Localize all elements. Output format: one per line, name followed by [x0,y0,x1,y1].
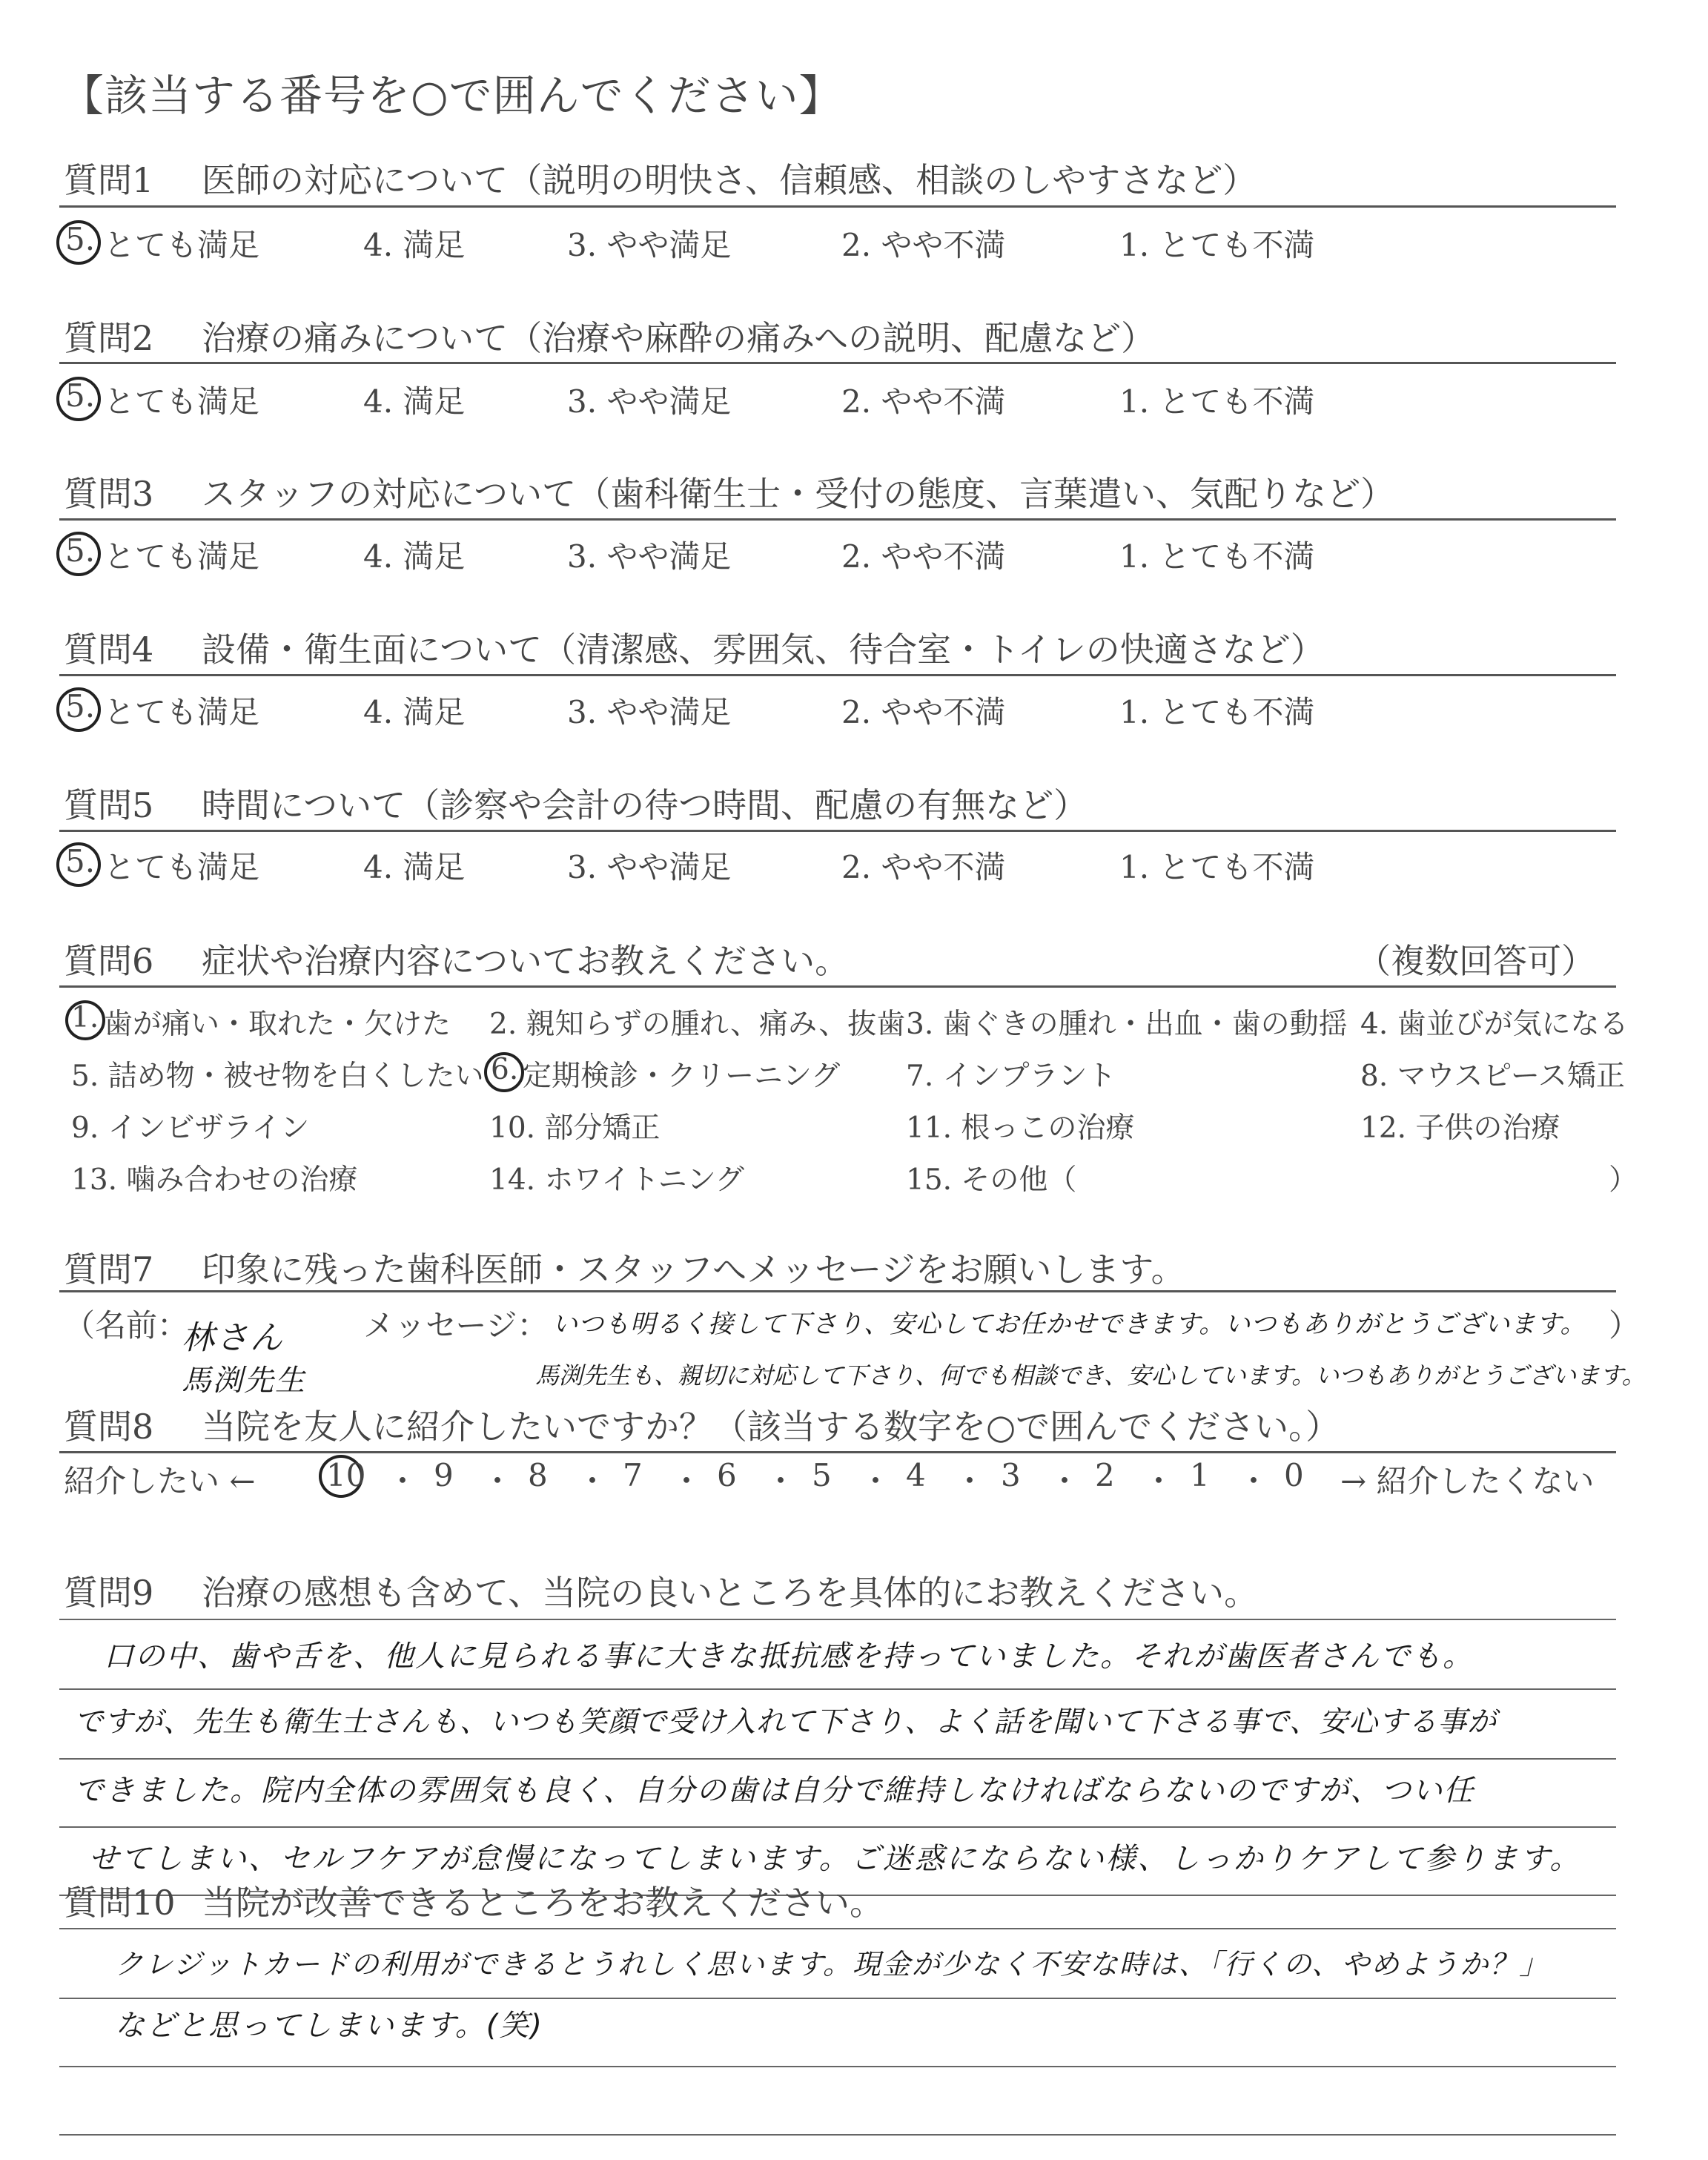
q4-option-5[interactable]: とても満足 [104,694,260,730]
q8-score-0[interactable]: 0 [1284,1457,1304,1493]
q9-rule-3 [59,1758,1616,1760]
q6-option-6[interactable]: 定期検診・クリーニング [523,1060,841,1093]
q8-separator: ・ [387,1463,419,1499]
q4-option-5-number[interactable]: 5. [65,688,96,724]
q10-rule-4 [59,2134,1616,2136]
q8-score-8[interactable]: 8 [528,1457,548,1493]
q8-separator: ・ [954,1463,986,1499]
q8-score-9[interactable]: 9 [434,1457,454,1493]
q6-option-15-close-paren: ） [1609,1163,1638,1197]
q2-option-1[interactable]: 1. とても不満 [1119,383,1315,420]
q2-option-4[interactable]: 4. 満足 [363,383,466,420]
q4-label: 質問4 [64,630,154,670]
q8-text: 当院を友人に紹介したいですか？（該当する数字を○で囲んでください。） [202,1407,1340,1447]
q2-option-5[interactable]: とても満足 [104,383,260,420]
q3-rule [59,518,1616,521]
q9-text: 治療の感想も含めて、当院の良いところを具体的にお教えください。 [202,1573,1259,1613]
q2-text: 治療の痛みについて（治療や麻酔の痛みへの説明、配慮など） [202,318,1156,358]
q8-separator: ・ [765,1463,797,1499]
q8-separator: ・ [482,1463,514,1499]
q4-option-4[interactable]: 4. 満足 [363,694,466,730]
q3-label: 質問3 [64,474,154,514]
q5-option-1[interactable]: 1. とても不満 [1119,849,1315,885]
q4-rule [59,674,1616,676]
q3-option-4[interactable]: 4. 満足 [363,538,466,575]
q8-separator: ・ [671,1463,703,1499]
q6-option-14[interactable]: 14. ホワイトニング [489,1163,744,1197]
q5-text: 時間について（診察や会計の待つ時間、配慮の有無など） [202,785,1088,825]
q8-separator: ・ [1049,1463,1081,1499]
q6-option-1[interactable]: 歯が痛い・取れた・欠けた [104,1008,451,1041]
q3-option-2[interactable]: 2. やや不満 [841,538,1006,575]
q1-option-4[interactable]: 4. 満足 [363,227,466,263]
q6-option-6-number[interactable]: 6. [491,1053,519,1086]
q8-left-label: 紹介したい ← [64,1463,256,1499]
q10-answer-line[interactable]: クレジットカードの利用ができるとうれしく思います。現金が少なく不安な時は、「行くの、やめようか？」 [115,1948,1549,1981]
q7-rule [59,1290,1616,1292]
q5-option-2[interactable]: 2. やや不満 [841,849,1006,885]
q6-text: 症状や治療内容についてお教えください。 [202,941,850,981]
q9-answer-line[interactable]: せてしまい、セルフケアが怠慢になってしまいます。ご迷惑にならない様、しっかりケアして参ります。 [89,1842,1582,1876]
q8-score-3[interactable]: 3 [1001,1457,1021,1493]
q1-option-5[interactable]: とても満足 [104,227,260,263]
q4-option-1[interactable]: 1. とても不満 [1119,694,1315,730]
q6-option-8[interactable]: 8. マウスピース矯正 [1360,1060,1625,1093]
q8-label: 質問8 [64,1407,154,1447]
q8-score-2[interactable]: 2 [1095,1457,1115,1493]
q8-right-label: → 紹介したくない [1340,1463,1595,1499]
q6-option-4[interactable]: 4. 歯並びが気になる [1360,1008,1629,1041]
q3-option-3[interactable]: 3. やや満足 [567,538,732,575]
q10-rule-1 [59,1928,1616,1929]
q3-option-5[interactable]: とても満足 [104,538,260,575]
q2-label: 質問2 [64,318,154,358]
q9-rule-2 [59,1688,1616,1690]
q1-option-5-number[interactable]: 5. [65,221,96,257]
q6-option-7[interactable]: 7. インプラント [906,1060,1116,1093]
q6-note: （複数回答可） [1357,941,1595,981]
q9-answer-line[interactable]: ですが、先生も衛生士さんも、いつも笑顔で受け入れて下さり、よく話を聞いて下さる事で、安心する事が [74,1705,1497,1739]
q8-score-5[interactable]: 5 [812,1457,832,1493]
q9-rule-4 [59,1826,1616,1828]
q6-option-9[interactable]: 9. インビザライン [71,1112,310,1145]
q3-option-1[interactable]: 1. とても不満 [1119,538,1315,575]
q1-option-3[interactable]: 3. やや満足 [567,227,732,263]
q5-option-3[interactable]: 3. やや満足 [567,849,732,885]
q6-option-5[interactable]: 5. 詰め物・被せ物を白くしたい [71,1060,484,1093]
q10-rule-3 [59,2066,1616,2067]
q6-option-3[interactable]: 3. 歯ぐきの腫れ・出血・歯の動揺 [906,1008,1348,1041]
q5-option-4[interactable]: 4. 満足 [363,849,466,885]
q7-name-2[interactable]: 馬渕先生 [182,1364,306,1398]
q6-option-12[interactable]: 12. 子供の治療 [1360,1112,1560,1145]
q1-text: 医師の対応について（説明の明快さ、信頼感、相談のしやすさなど） [202,160,1257,200]
q2-option-3[interactable]: 3. やや満足 [567,383,732,420]
q5-rule [59,830,1616,832]
q10-answer-line[interactable]: などと思ってしまいます。(笑) [115,2009,544,2043]
q9-answer-line[interactable]: 口の中、歯や舌を、他人に見られる事に大きな抵抗感を持っていました。それが歯医者さんでも。 [104,1639,1474,1674]
q2-rule [59,362,1616,364]
q4-option-2[interactable]: 2. やや不満 [841,694,1006,730]
q8-score-6[interactable]: 6 [717,1457,737,1493]
q4-option-3[interactable]: 3. やや満足 [567,694,732,730]
q8-separator: ・ [860,1463,892,1499]
q7-close-paren: ） [1609,1307,1641,1344]
q5-label: 質問5 [64,785,154,825]
q2-option-2[interactable]: 2. やや不満 [841,383,1006,420]
q7-message-2[interactable]: 馬渕先生も、親切に対応して下さり、何でも相談でき、安心しています。いつもありがとうございます。 [535,1361,1646,1390]
q9-answer-line[interactable]: できました。院内全体の雰囲気も良く、自分の歯は自分で維持しなければならないのですが、つい任 [74,1774,1475,1808]
q5-option-5-number[interactable]: 5. [65,843,96,879]
q1-option-2[interactable]: 2. やや不満 [841,227,1006,263]
q3-text: スタッフの対応について（歯科衛生士・受付の態度、言葉遣い、気配りなど） [202,474,1395,514]
q8-separator: ・ [1238,1463,1270,1499]
q8-score-10[interactable]: 10 [326,1457,366,1493]
q9-rule-1 [59,1619,1616,1620]
q6-option-11[interactable]: 11. 根っこの治療 [906,1112,1135,1145]
q7-name-1[interactable]: 林さん [182,1319,284,1357]
q1-rule [59,205,1616,208]
q8-score-4[interactable]: 4 [906,1457,926,1493]
q6-option-10[interactable]: 10. 部分矯正 [489,1112,661,1145]
q6-option-2[interactable]: 2. 親知らずの腫れ、痛み、抜歯 [489,1008,906,1041]
q6-option-1-number[interactable]: 1. [71,1001,99,1034]
q3-option-5-number[interactable]: 5. [65,532,96,569]
q10-label: 質問10 [64,1883,176,1923]
q6-label: 質問6 [64,941,154,981]
q5-option-5[interactable]: とても満足 [104,849,260,885]
q7-message-label: メッセージ： [363,1307,549,1344]
q6-rule [59,985,1616,988]
q10-rule-2 [59,1998,1616,1999]
q8-separator: ・ [1143,1463,1175,1499]
q8-score-1[interactable]: 1 [1190,1457,1210,1493]
q2-option-5-number[interactable]: 5. [65,377,96,414]
q1-label: 質問1 [64,160,154,200]
q1-option-1[interactable]: 1. とても不満 [1119,227,1315,263]
q6-option-15[interactable]: 15. その他（ [906,1163,1077,1197]
q6-option-13[interactable]: 13. 噛み合わせの治療 [71,1163,358,1197]
q7-message-1[interactable]: いつも明るく接して下さり、安心してお任かせできます。いつもありがとうございます。 [552,1309,1586,1339]
page-title: 【該当する番号を○で囲んでください】 [61,70,843,121]
q8-rule [59,1451,1616,1453]
q10-text: 当院が改善できるところをお教えください。 [202,1883,884,1923]
q7-text: 印象に残った歯科医師・スタッフへメッセージをお願いします。 [202,1249,1185,1289]
q7-name-label: （名前： [64,1307,189,1344]
q8-separator: ・ [577,1463,609,1499]
q9-label: 質問9 [64,1573,154,1613]
q4-text: 設備・衛生面について（清潔感、雰囲気、待合室・トイレの快適さなど） [202,630,1325,670]
q8-score-7[interactable]: 7 [623,1457,643,1493]
q7-label: 質問7 [64,1249,154,1289]
